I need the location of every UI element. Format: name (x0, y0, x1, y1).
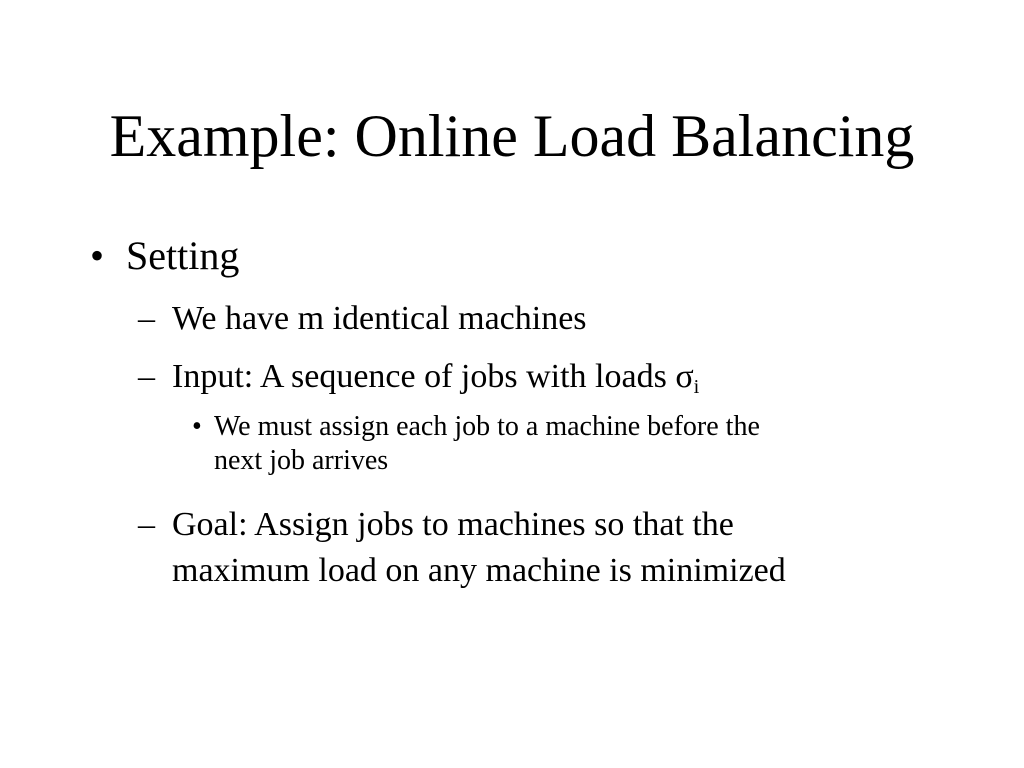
subbullet-input (138, 356, 699, 398)
subsubbullet-assign (192, 410, 760, 478)
bullet-text: Setting (126, 233, 240, 278)
subbullet-machines (138, 298, 587, 340)
subsubbullet-continuation: next job arrives (214, 445, 389, 476)
dash-marker: – (138, 358, 155, 395)
subbullet-text: Goal: Assign jobs to machines so that the (172, 506, 734, 543)
slide-title: Example: Online Load Balancing (109, 103, 915, 169)
sigma-subscript: i (693, 376, 700, 399)
subbullet-goal (138, 502, 786, 594)
dash-marker: – (138, 300, 155, 337)
bullet-marker: • (192, 411, 202, 442)
dash-marker: – (138, 506, 155, 543)
subbullet-text: We have m identical machines (172, 300, 587, 337)
subsubbullet-text: We must assign each job to a machine before the (214, 411, 760, 442)
bullet-setting (90, 232, 239, 280)
subbullet-text: Input: A sequence of jobs with loads σ (172, 358, 694, 395)
subbullet-continuation: maximum load on any machine is minimized (172, 552, 786, 589)
bullet-marker: • (90, 233, 105, 278)
